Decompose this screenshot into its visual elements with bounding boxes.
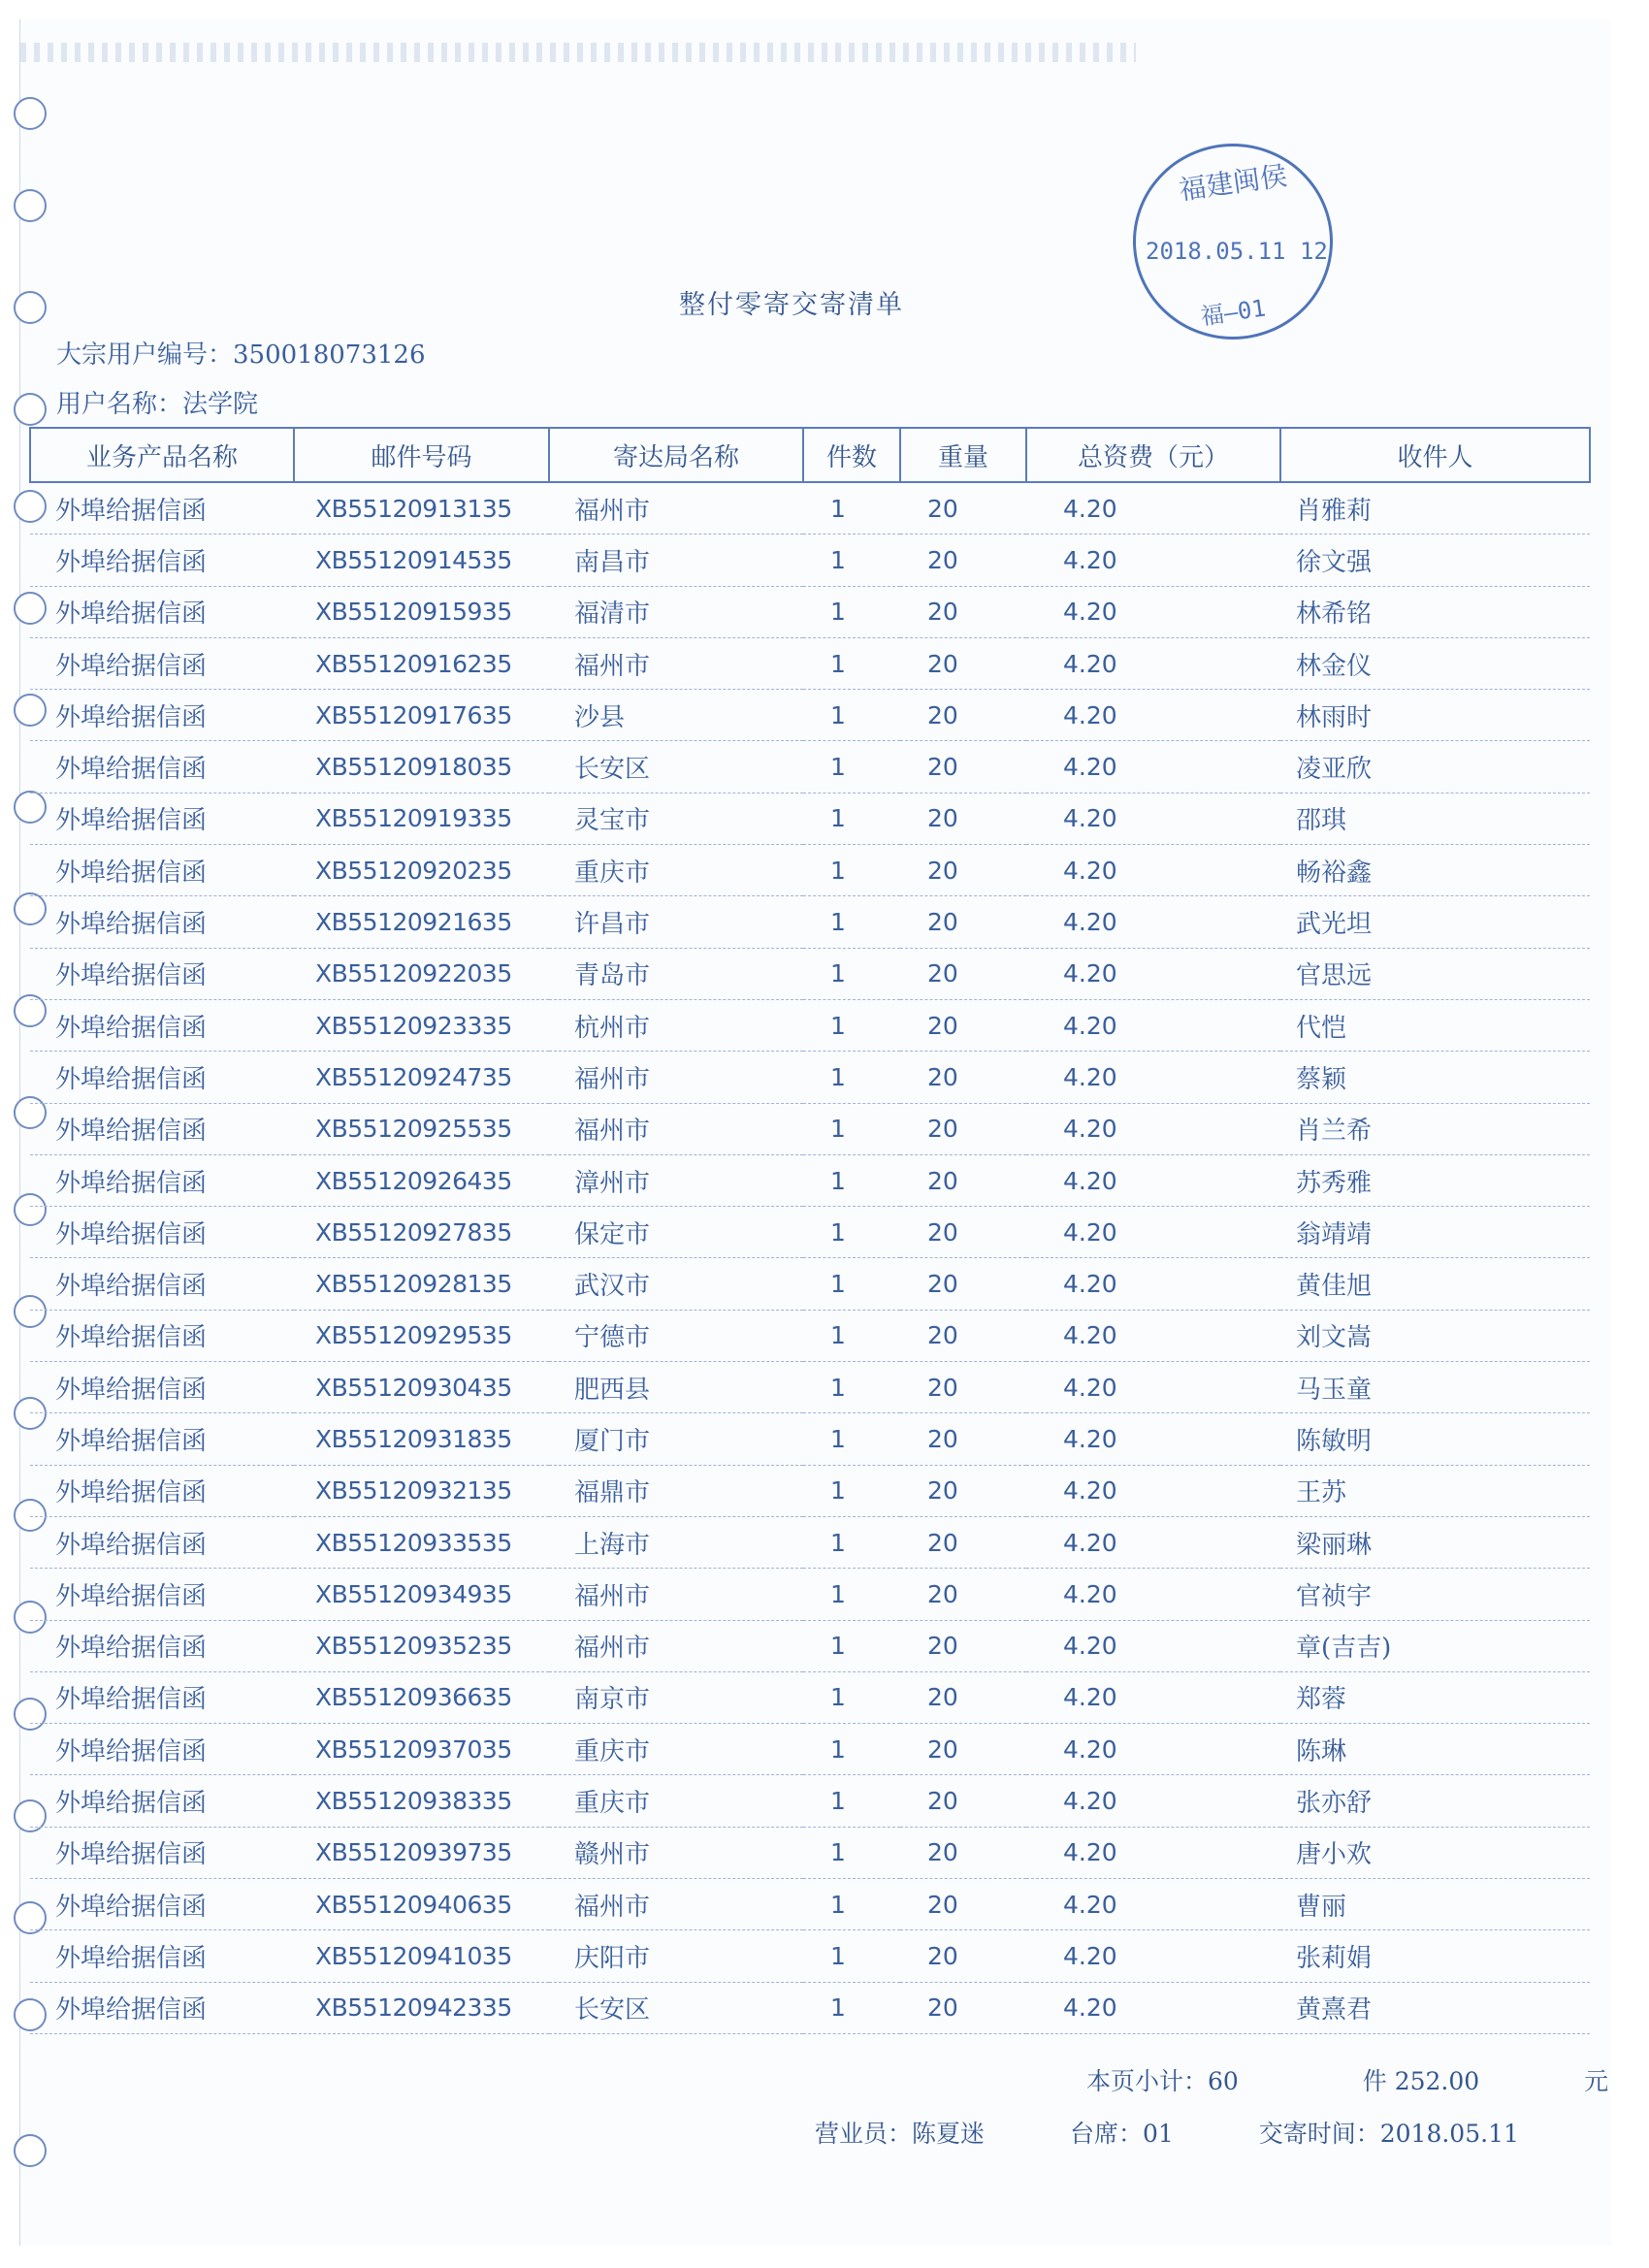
destination-cell: 漳州市 [549,1154,803,1206]
fee-cell: 4.20 [1026,1207,1280,1258]
fee-cell: 4.20 [1026,1879,1280,1930]
mail-number-cell: XB55120935235 [294,1620,549,1671]
weight-cell: 20 [900,1775,1026,1827]
header-recipient: 收件人 [1280,428,1590,482]
count-cell: 1 [803,999,900,1051]
count-cell: 1 [803,1052,900,1103]
count-cell: 1 [803,690,900,741]
count-cell: 1 [803,1569,900,1620]
weight-cell: 20 [900,1671,1026,1723]
mail-number-cell: XB55120940635 [294,1879,549,1930]
recipient-cell: 邵琪 [1280,793,1590,844]
count-cell: 1 [803,1103,900,1154]
count-cell: 1 [803,845,900,896]
mail-number-cell: XB55120918035 [294,741,549,793]
header-mail-number: 邮件号码 [294,428,549,482]
count-cell: 1 [803,586,900,637]
subtotal-amount: 件 252.00 [1362,2067,1480,2095]
table-row [30,1879,1590,1930]
table-row [30,1827,1590,1878]
count-cell: 1 [803,1671,900,1723]
binding-hole [14,291,47,324]
footer-info [815,2115,1519,2150]
recipient-cell: 官祯宇 [1280,1569,1590,1620]
destination-cell: 庆阳市 [549,1930,803,1982]
product-cell: 外埠给据信函 [30,1671,294,1723]
destination-cell: 许昌市 [549,896,803,948]
weight-cell: 20 [900,1258,1026,1310]
product-cell: 外埠给据信函 [30,1103,294,1154]
stamp-counter: 福—01 [1199,294,1268,331]
mail-number-cell: XB55120942335 [294,1982,549,2033]
fee-cell: 4.20 [1026,845,1280,896]
table-row [30,1620,1590,1671]
mail-number-cell: XB55120923335 [294,999,549,1051]
count-cell: 1 [803,1827,900,1878]
product-cell: 外埠给据信函 [30,793,294,844]
count-cell: 1 [803,1207,900,1258]
product-cell: 外埠给据信函 [30,1516,294,1568]
recipient-cell: 张莉娟 [1280,1930,1590,1982]
mail-number-cell: XB55120915935 [294,586,549,637]
product-cell: 外埠给据信函 [30,1413,294,1465]
binding-hole [14,189,47,222]
table-row [30,690,1590,741]
fee-cell: 4.20 [1026,1154,1280,1206]
fee-cell: 4.20 [1026,1258,1280,1310]
product-cell: 外埠给据信函 [30,586,294,637]
count-cell: 1 [803,793,900,844]
count-cell: 1 [803,1879,900,1930]
product-cell: 外埠给据信函 [30,1362,294,1413]
mail-number-cell: XB55120917635 [294,690,549,741]
table-row [30,1258,1590,1310]
fee-cell: 4.20 [1026,896,1280,948]
mail-number-cell: XB55120937035 [294,1724,549,1775]
recipient-cell: 陈敏明 [1280,1413,1590,1465]
product-cell: 外埠给据信函 [30,1775,294,1827]
binding-hole [14,2134,47,2167]
product-cell: 外埠给据信函 [30,1724,294,1775]
destination-cell: 保定市 [549,1207,803,1258]
mail-number-cell: XB55120932135 [294,1465,549,1516]
recipient-cell: 武光坦 [1280,896,1590,948]
count-cell: 1 [803,482,900,535]
table-row [30,1775,1590,1827]
fee-cell: 4.20 [1026,535,1280,586]
table-row [30,1310,1590,1361]
mail-number-cell: XB55120920235 [294,845,549,896]
destination-cell: 南昌市 [549,535,803,586]
fee-cell: 4.20 [1026,1413,1280,1465]
destination-cell: 赣州市 [549,1827,803,1878]
binding-hole [14,393,47,426]
fee-cell: 4.20 [1026,793,1280,844]
mail-number-cell: XB55120931835 [294,1413,549,1465]
fee-cell: 4.20 [1026,1671,1280,1723]
count-cell: 1 [803,1516,900,1568]
weight-cell: 20 [900,845,1026,896]
fee-cell: 4.20 [1026,586,1280,637]
weight-cell: 20 [900,1516,1026,1568]
mail-number-cell: XB55120914535 [294,535,549,586]
product-cell: 外埠给据信函 [30,482,294,535]
page-subtotal [1086,2062,1608,2097]
table-row [30,741,1590,793]
count-cell: 1 [803,1724,900,1775]
fee-cell: 4.20 [1026,1930,1280,1982]
weight-cell: 20 [900,1052,1026,1103]
count-cell: 1 [803,1465,900,1516]
weight-cell: 20 [900,1930,1026,1982]
stamp-office: 福建闽侯 [1177,159,1289,207]
weight-cell: 20 [900,1724,1026,1775]
table-row [30,1207,1590,1258]
mail-number-cell: XB55120913135 [294,482,549,535]
count-cell: 1 [803,1413,900,1465]
mail-number-cell: XB55120916235 [294,637,549,689]
mail-number-cell: XB55120924735 [294,1052,549,1103]
header-weight: 重量 [900,428,1026,482]
mail-number-cell: XB55120934935 [294,1569,549,1620]
table-row [30,1930,1590,1982]
fee-cell: 4.20 [1026,1982,1280,2033]
recipient-cell: 畅裕鑫 [1280,845,1590,896]
weight-cell: 20 [900,482,1026,535]
table-row [30,1052,1590,1103]
weight-cell: 20 [900,535,1026,586]
table-row [30,1724,1590,1775]
mail-number-cell: XB55120933535 [294,1516,549,1568]
recipient-cell: 肖兰希 [1280,1103,1590,1154]
mail-list-table [29,427,1591,2034]
weight-cell: 20 [900,690,1026,741]
recipient-cell: 郑蓉 [1280,1671,1590,1723]
binding-hole [14,97,47,130]
product-cell: 外埠给据信函 [30,1930,294,1982]
recipient-cell: 刘文嵩 [1280,1310,1590,1361]
recipient-cell: 官思远 [1280,948,1590,999]
product-cell: 外埠给据信函 [30,1154,294,1206]
recipient-cell: 黄熹君 [1280,1982,1590,2033]
customer-name: 用户名称：法学院 [56,390,259,419]
mail-number-cell: XB55120930435 [294,1362,549,1413]
recipient-cell: 林金仪 [1280,637,1590,689]
fee-cell: 4.20 [1026,1775,1280,1827]
postmark-stamp [1133,144,1333,340]
weight-cell: 20 [900,1879,1026,1930]
fee-cell: 4.20 [1026,1310,1280,1361]
product-cell: 外埠给据信函 [30,741,294,793]
fee-cell: 4.20 [1026,1827,1280,1878]
recipient-cell: 张亦舒 [1280,1775,1590,1827]
weight-cell: 20 [900,1982,1026,2033]
fee-cell: 4.20 [1026,482,1280,535]
count-cell: 1 [803,741,900,793]
document-title: 整付零寄交寄清单 [679,290,904,320]
torn-edge [20,43,1136,62]
submit-time: 交寄时间：2018.05.11 [1258,2120,1519,2148]
weight-cell: 20 [900,948,1026,999]
fee-cell: 4.20 [1026,1724,1280,1775]
destination-cell: 重庆市 [549,1775,803,1827]
destination-cell: 福州市 [549,1879,803,1930]
fee-cell: 4.20 [1026,1103,1280,1154]
destination-cell: 重庆市 [549,845,803,896]
table-row [30,637,1590,689]
destination-cell: 沙县 [549,690,803,741]
recipient-cell: 凌亚欣 [1280,741,1590,793]
weight-cell: 20 [900,1827,1026,1878]
mail-number-cell: XB55120919335 [294,793,549,844]
table-row [30,1413,1590,1465]
product-cell: 外埠给据信函 [30,1982,294,2033]
recipient-cell: 蔡颖 [1280,1052,1590,1103]
mail-number-cell: XB55120922035 [294,948,549,999]
fee-cell: 4.20 [1026,1569,1280,1620]
table-row [30,793,1590,844]
header-destination: 寄达局名称 [549,428,803,482]
table-row [30,845,1590,896]
subtotal-count: 本页小计：60 [1086,2067,1239,2095]
weight-cell: 20 [900,1569,1026,1620]
recipient-cell: 曹丽 [1280,1879,1590,1930]
table-row [30,1569,1590,1620]
product-cell: 外埠给据信函 [30,690,294,741]
destination-cell: 灵宝市 [549,793,803,844]
recipient-cell: 章(吉吉) [1280,1620,1590,1671]
destination-cell: 福州市 [549,1052,803,1103]
destination-cell: 福州市 [549,1103,803,1154]
product-cell: 外埠给据信函 [30,845,294,896]
table-row [30,999,1590,1051]
weight-cell: 20 [900,896,1026,948]
product-cell: 外埠给据信函 [30,1879,294,1930]
stamp-date: 2018.05.11 12 [1146,238,1328,265]
table-row [30,1465,1590,1516]
count-cell: 1 [803,637,900,689]
recipient-cell: 肖雅莉 [1280,482,1590,535]
mail-number-cell: XB55120927835 [294,1207,549,1258]
weight-cell: 20 [900,1362,1026,1413]
product-cell: 外埠给据信函 [30,1052,294,1103]
recipient-cell: 翁靖靖 [1280,1207,1590,1258]
weight-cell: 20 [900,1154,1026,1206]
header-fee: 总资费（元） [1026,428,1280,482]
weight-cell: 20 [900,637,1026,689]
destination-cell: 福清市 [549,586,803,637]
count-cell: 1 [803,1982,900,2033]
destination-cell: 宁德市 [549,1310,803,1361]
destination-cell: 福鼎市 [549,1465,803,1516]
table-row [30,1362,1590,1413]
count-cell: 1 [803,1310,900,1361]
mail-number-cell: XB55120928135 [294,1258,549,1310]
table-row [30,1982,1590,2033]
table-row [30,896,1590,948]
weight-cell: 20 [900,999,1026,1051]
destination-cell: 长安区 [549,741,803,793]
count-cell: 1 [803,1362,900,1413]
count-cell: 1 [803,1258,900,1310]
fee-cell: 4.20 [1026,999,1280,1051]
destination-cell: 青岛市 [549,948,803,999]
weight-cell: 20 [900,741,1026,793]
count-cell: 1 [803,948,900,999]
clerk-name: 营业员：陈夏迷 [815,2120,986,2148]
product-cell: 外埠给据信函 [30,1569,294,1620]
count-cell: 1 [803,1154,900,1206]
fee-cell: 4.20 [1026,1052,1280,1103]
destination-cell: 南京市 [549,1671,803,1723]
fee-cell: 4.20 [1026,1465,1280,1516]
destination-cell: 肥西县 [549,1362,803,1413]
fee-cell: 4.20 [1026,741,1280,793]
table-row [30,1516,1590,1568]
recipient-cell: 唐小欢 [1280,1827,1590,1878]
fee-cell: 4.20 [1026,1620,1280,1671]
product-cell: 外埠给据信函 [30,1258,294,1310]
product-cell: 外埠给据信函 [30,948,294,999]
count-cell: 1 [803,1775,900,1827]
product-cell: 外埠给据信函 [30,637,294,689]
count-cell: 1 [803,1620,900,1671]
mail-number-cell: XB55120926435 [294,1154,549,1206]
table-row [30,1154,1590,1206]
product-cell: 外埠给据信函 [30,896,294,948]
product-cell: 外埠给据信函 [30,1465,294,1516]
recipient-cell: 林雨时 [1280,690,1590,741]
fee-cell: 4.20 [1026,1516,1280,1568]
weight-cell: 20 [900,586,1026,637]
header-count: 件数 [803,428,900,482]
table-row [30,535,1590,586]
table-row [30,948,1590,999]
weight-cell: 20 [900,1465,1026,1516]
destination-cell: 长安区 [549,1982,803,2033]
destination-cell: 杭州市 [549,999,803,1051]
product-cell: 外埠给据信函 [30,1827,294,1878]
destination-cell: 福州市 [549,482,803,535]
recipient-cell: 苏秀雅 [1280,1154,1590,1206]
weight-cell: 20 [900,793,1026,844]
mail-number-cell: XB55120925535 [294,1103,549,1154]
mail-number-cell: XB55120921635 [294,896,549,948]
fee-cell: 4.20 [1026,637,1280,689]
mail-number-cell: XB55120938335 [294,1775,549,1827]
destination-cell: 福州市 [549,1620,803,1671]
weight-cell: 20 [900,1207,1026,1258]
table-header-row [30,428,1590,482]
subtotal-unit: 元 [1584,2067,1609,2095]
customer-id: 大宗用户编号：350018073126 [56,340,426,370]
counter-number: 台席：01 [1069,2120,1174,2148]
mail-number-cell: XB55120941035 [294,1930,549,1982]
recipient-cell: 王苏 [1280,1465,1590,1516]
recipient-cell: 马玉童 [1280,1362,1590,1413]
recipient-cell: 徐文强 [1280,535,1590,586]
recipient-cell: 梁丽琳 [1280,1516,1590,1568]
recipient-cell: 代恺 [1280,999,1590,1051]
destination-cell: 福州市 [549,637,803,689]
table-row [30,586,1590,637]
destination-cell: 重庆市 [549,1724,803,1775]
product-cell: 外埠给据信函 [30,1620,294,1671]
count-cell: 1 [803,896,900,948]
count-cell: 1 [803,1930,900,1982]
weight-cell: 20 [900,1620,1026,1671]
table-row [30,482,1590,535]
destination-cell: 武汉市 [549,1258,803,1310]
mail-number-cell: XB55120936635 [294,1671,549,1723]
product-cell: 外埠给据信函 [30,1310,294,1361]
product-cell: 外埠给据信函 [30,1207,294,1258]
weight-cell: 20 [900,1310,1026,1361]
table-row [30,1671,1590,1723]
destination-cell: 福州市 [549,1569,803,1620]
header-product: 业务产品名称 [30,428,294,482]
fee-cell: 4.20 [1026,690,1280,741]
weight-cell: 20 [900,1103,1026,1154]
fee-cell: 4.20 [1026,1362,1280,1413]
recipient-cell: 陈琳 [1280,1724,1590,1775]
destination-cell: 上海市 [549,1516,803,1568]
product-cell: 外埠给据信函 [30,535,294,586]
mail-number-cell: XB55120939735 [294,1827,549,1878]
destination-cell: 厦门市 [549,1413,803,1465]
table-row [30,1103,1590,1154]
mail-number-cell: XB55120929535 [294,1310,549,1361]
recipient-cell: 林希铭 [1280,586,1590,637]
fee-cell: 4.20 [1026,948,1280,999]
count-cell: 1 [803,535,900,586]
weight-cell: 20 [900,1413,1026,1465]
product-cell: 外埠给据信函 [30,999,294,1051]
recipient-cell: 黄佳旭 [1280,1258,1590,1310]
